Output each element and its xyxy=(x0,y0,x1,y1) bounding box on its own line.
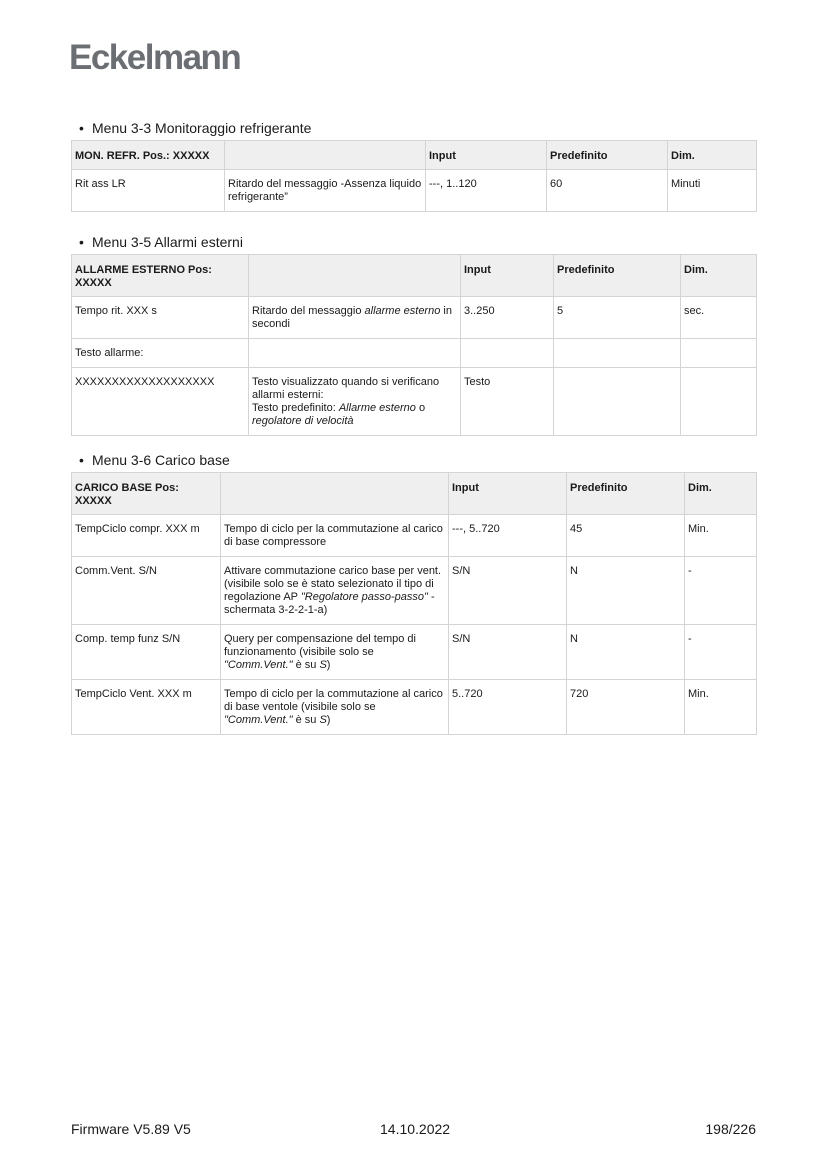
param-name-cell: Rit ass LR xyxy=(72,170,225,212)
dim-cell: sec. xyxy=(681,297,757,339)
table-row xyxy=(72,368,757,436)
header-dim: Dim. xyxy=(681,255,757,297)
default-cell: N xyxy=(567,557,685,625)
header-parameter: ALLARME ESTERNO Pos: XXXXX xyxy=(72,255,249,297)
description-text: Ritardo del messaggio -Assenza liquido refrigerante” xyxy=(228,178,422,203)
description-text: S xyxy=(319,714,327,726)
parameter-table xyxy=(71,140,757,212)
table-header-row xyxy=(72,141,757,170)
default-cell: 60 xyxy=(547,170,668,212)
section-title: • Menu 3-5 Allarmi esterni xyxy=(79,234,243,250)
table-row xyxy=(72,557,757,625)
header-input: Input xyxy=(449,473,567,515)
description-text: Allarme esterno xyxy=(338,402,416,414)
header-dim: Dim. xyxy=(685,473,757,515)
table-row xyxy=(72,680,757,735)
description-text: Testo visualizzato quando si verificano allarmi esterni: xyxy=(252,376,440,401)
description-text: "Comm.Vent." xyxy=(224,659,293,671)
description-cell xyxy=(249,368,461,436)
brand-logo: Eckelmann xyxy=(69,38,241,77)
input-cell: 5..720 xyxy=(449,680,567,735)
header-input: Input xyxy=(426,141,547,170)
default-cell xyxy=(554,368,681,436)
input-cell: S/N xyxy=(449,625,567,680)
table-row xyxy=(72,515,757,557)
description-text: ) xyxy=(326,659,331,671)
input-cell: S/N xyxy=(449,557,567,625)
description-text: è su xyxy=(292,659,320,671)
input-cell: ---, 1..120 xyxy=(426,170,547,212)
description-text: o xyxy=(415,402,426,414)
table-header-row xyxy=(72,473,757,515)
footer-firmware: Firmware V5.89 V5 xyxy=(71,1121,191,1137)
description-text: Tempo di ciclo per la commutazione al carico di base compressore xyxy=(224,523,443,548)
header-description xyxy=(249,255,461,297)
description-text: Attivare commutazione carico base per vent. (visibile solo se è stato selezionato il tipo di regolazione AP xyxy=(224,565,442,603)
input-cell: Testo xyxy=(461,368,554,436)
header-parameter: MON. REFR. Pos.: XXXXX xyxy=(72,141,225,170)
header-default: Predefinito xyxy=(554,255,681,297)
description-text: - schermata 3-2-2-1-a) xyxy=(224,591,435,616)
description-text: "Comm.Vent." xyxy=(224,714,293,726)
description-cell xyxy=(221,625,449,680)
description-text: "Regolatore passo-passo" xyxy=(300,591,428,603)
table-row xyxy=(72,297,757,339)
footer-date: 14.10.2022 xyxy=(380,1121,451,1137)
param-name-cell: Comp. temp funz S/N xyxy=(72,625,221,680)
section-title-text: Menu 3-3 Monitoraggio refrigerante xyxy=(92,120,312,136)
table-row xyxy=(72,170,757,212)
header-description xyxy=(225,141,426,170)
header-description xyxy=(221,473,449,515)
param-name-cell: XXXXXXXXXXXXXXXXXXX xyxy=(72,368,249,436)
dim-cell: - xyxy=(685,625,757,680)
description-text: Testo predefinito: xyxy=(252,402,339,414)
param-name-cell: TempCiclo compr. XXX m xyxy=(72,515,221,557)
dim-cell: Min. xyxy=(685,680,757,735)
table-row xyxy=(72,625,757,680)
section-title: • Menu 3-3 Monitoraggio refrigerante xyxy=(79,120,312,136)
default-cell xyxy=(554,339,681,368)
section-title-text: Menu 3-5 Allarmi esterni xyxy=(92,234,243,250)
default-cell: N xyxy=(567,625,685,680)
description-cell xyxy=(221,680,449,735)
description-cell xyxy=(249,339,461,368)
header-parameter: CARICO BASE Pos: XXXXX xyxy=(72,473,221,515)
param-name-cell: Testo allarme: xyxy=(72,339,249,368)
description-text: Ritardo del messaggio xyxy=(252,305,365,317)
header-dim: Dim. xyxy=(668,141,757,170)
header-default: Predefinito xyxy=(567,473,685,515)
param-name-cell: TempCiclo Vent. XXX m xyxy=(72,680,221,735)
description-cell xyxy=(221,557,449,625)
dim-cell xyxy=(681,368,757,436)
description-text: Query per compensazione del tempo di funzionamento (visibile solo se xyxy=(224,633,416,658)
description-cell xyxy=(249,297,461,339)
default-cell: 720 xyxy=(567,680,685,735)
dim-cell: Minuti xyxy=(668,170,757,212)
input-cell: 3..250 xyxy=(461,297,554,339)
table-row xyxy=(72,339,757,368)
description-text: Tempo di ciclo per la commutazione al carico di base ventole (visibile solo se xyxy=(224,688,443,713)
param-name-cell: Tempo rit. XXX s xyxy=(72,297,249,339)
input-cell: ---, 5..720 xyxy=(449,515,567,557)
param-name-cell: Comm.Vent. S/N xyxy=(72,557,221,625)
description-text: ) xyxy=(326,714,331,726)
section-allarmi-esterni xyxy=(71,233,756,436)
parameter-table xyxy=(71,472,757,735)
description-text: S xyxy=(319,659,327,671)
default-cell: 5 xyxy=(554,297,681,339)
footer-page-number: 198/226 xyxy=(705,1121,756,1137)
header-input: Input xyxy=(461,255,554,297)
dim-cell: Min. xyxy=(685,515,757,557)
description-text: allarme esterno xyxy=(364,305,441,317)
description-text: in secondi xyxy=(252,305,452,330)
default-cell: 45 xyxy=(567,515,685,557)
description-cell xyxy=(225,170,426,212)
description-text: è su xyxy=(292,714,320,726)
input-cell xyxy=(461,339,554,368)
description-text: regolatore di velocità xyxy=(252,415,354,427)
parameter-table xyxy=(71,254,757,436)
section-title: • Menu 3-6 Carico base xyxy=(79,452,230,468)
description-cell xyxy=(221,515,449,557)
dim-cell: - xyxy=(685,557,757,625)
section-carico-base xyxy=(71,451,756,735)
section-monitoraggio-refrigerante xyxy=(71,119,756,212)
table-header-row xyxy=(72,255,757,297)
section-title-text: Menu 3-6 Carico base xyxy=(92,452,230,468)
dim-cell xyxy=(681,339,757,368)
header-default: Predefinito xyxy=(547,141,668,170)
